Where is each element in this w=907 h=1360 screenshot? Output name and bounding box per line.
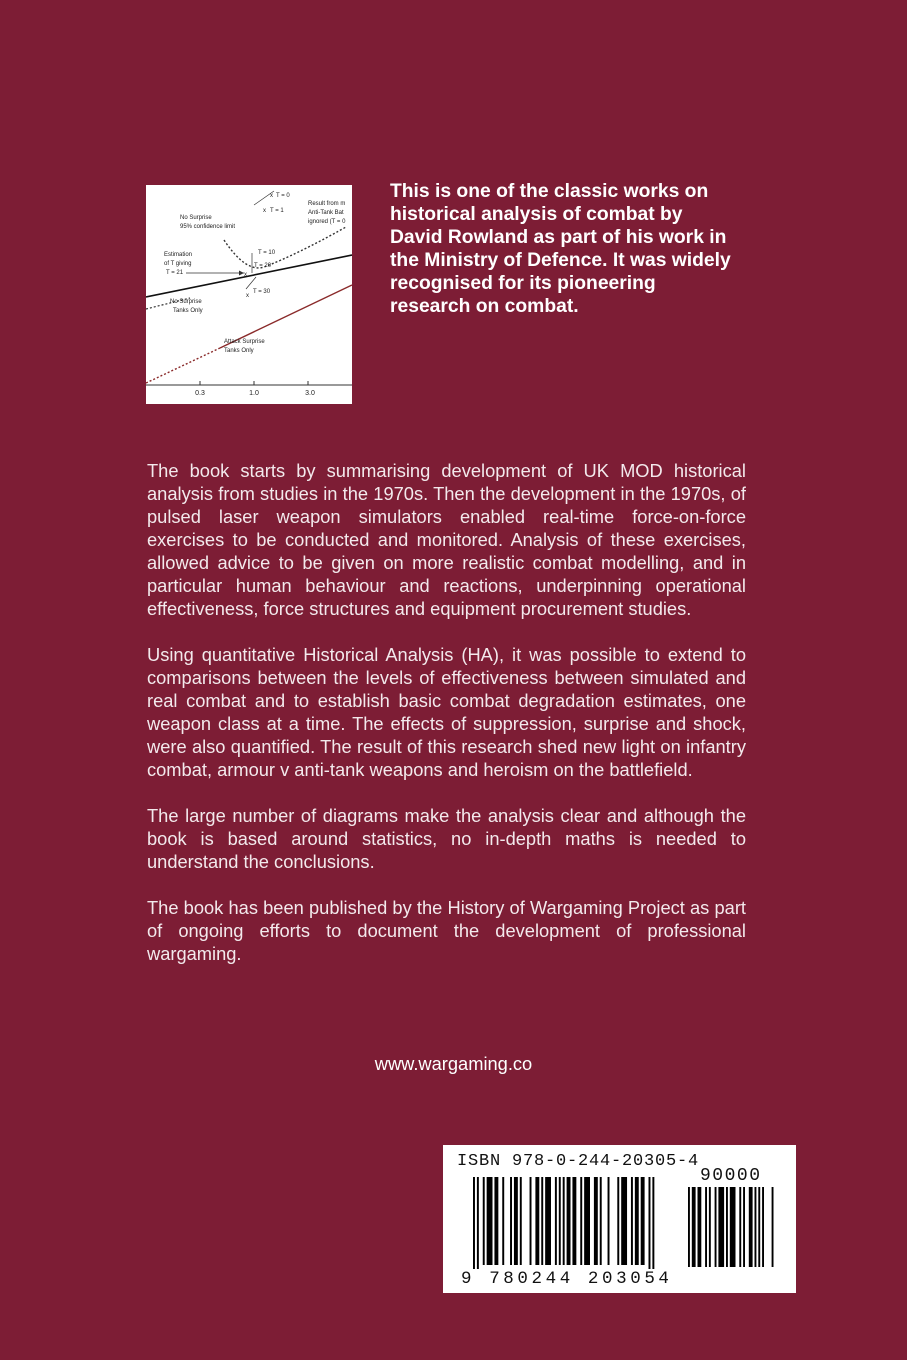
barcode-bar: [594, 1177, 598, 1265]
barcode-bar: [535, 1177, 539, 1265]
barcode-bar: [483, 1177, 485, 1265]
x-tick-label: 0.3: [195, 390, 205, 397]
paragraph: The book has been published by the History of Wargaming Project as part of ongoing efforts to document the development of professional wargaming.: [147, 897, 746, 964]
figure-graph: [146, 185, 352, 404]
barcode-bar: [739, 1187, 741, 1267]
website-url: www.wargaming.co: [374, 1053, 533, 1074]
barcode-bar: [530, 1177, 532, 1265]
label-no-surprise-tanks-line1: No Surprise: [170, 299, 202, 305]
barcode-bar: [635, 1177, 639, 1265]
label-t20: T = 20: [254, 263, 272, 269]
barcode-bar: [772, 1187, 774, 1267]
label-t0: T = 0: [276, 193, 290, 199]
barcode-box: [443, 1145, 796, 1293]
barcode-bar: [715, 1187, 717, 1267]
barcode-bar: [718, 1187, 724, 1267]
barcode-bar: [563, 1177, 565, 1265]
paragraph: The book starts by summarising development of UK MOD historical analysis from studies in the 1970s. Then the development in the 1970s, of pulsed laser weapon simulators enabled real-time force-on-force exercises to be conducted and monitored. Analysis of these exercises, allowed advice to be given on more realistic combat modelling, and in particular human behaviour and reactions, underpinning operational effectiveness, force structures and equipment procurement studies.: [147, 460, 746, 619]
barcode-bar: [567, 1177, 571, 1265]
label-estimation-line2: of T giving: [164, 261, 192, 267]
barcode-bar: [749, 1187, 753, 1267]
label-no-surprise-ci-line1: No Surprise: [180, 215, 212, 221]
addon-barcode: [688, 1187, 778, 1273]
barcode-bar: [494, 1177, 498, 1265]
confidence-limit-curve: [224, 227, 346, 268]
description: [147, 459, 746, 988]
price-code: 90000: [700, 1166, 762, 1186]
barcode-bar: [652, 1177, 654, 1271]
label-no-surprise-tanks-line2: Tanks Only: [173, 308, 203, 314]
barcode-bar: [520, 1177, 522, 1265]
isbn-label: ISBN 978-0-244-20305-4: [457, 1152, 700, 1171]
barcode-bar: [641, 1177, 645, 1265]
leader-line: [246, 277, 256, 289]
barcode-bar: [608, 1177, 610, 1265]
barcode-bar: [743, 1187, 745, 1267]
ean-barcode: [473, 1177, 678, 1277]
data-marker: x: [263, 208, 266, 214]
barcode-bar: [698, 1187, 702, 1267]
barcode-bar: [473, 1177, 475, 1271]
barcode-bar: [755, 1187, 757, 1267]
label-t1: T = 1: [270, 208, 284, 214]
barcode-bar: [572, 1177, 576, 1265]
barcode-bar: [559, 1177, 561, 1265]
label-t10: T = 10: [258, 250, 276, 256]
barcode-bar: [502, 1177, 504, 1265]
x-tick-label: 3.0: [305, 390, 315, 397]
barcode-bar: [730, 1187, 736, 1267]
x-tick-label: 1.0: [249, 390, 259, 397]
barcode-bar: [621, 1177, 627, 1265]
label-estimation-line3: T = 21: [166, 270, 184, 276]
barcode-bar: [555, 1177, 557, 1265]
data-marker: x: [246, 293, 249, 299]
barcode-bar: [649, 1177, 651, 1271]
ean-digits: 9 780244 203054: [461, 1269, 673, 1289]
barcode-bar: [545, 1177, 551, 1265]
data-marker: x: [270, 193, 273, 199]
barcode-bar: [709, 1187, 711, 1267]
label-result-line1: Result from m: [308, 201, 346, 207]
barcode-bar: [692, 1187, 696, 1267]
barcode-bar: [584, 1177, 590, 1265]
barcode-bar: [688, 1187, 690, 1267]
label-estimation-line1: Estimation: [164, 252, 193, 258]
barcode-bar: [477, 1177, 479, 1271]
barcode-bar: [762, 1187, 764, 1267]
paragraph: The large number of diagrams make the analysis clear and although the book is based around statistics, no in-depth maths is needed to understand the conclusions.: [147, 805, 746, 872]
barcode-bar: [580, 1177, 582, 1265]
barcode-bar: [514, 1177, 518, 1265]
barcode-bar: [726, 1187, 728, 1267]
label-t30: T = 30: [253, 289, 271, 295]
label-attack-surprise-line1: Attack Surprise: [224, 339, 265, 345]
barcode-bar: [600, 1177, 602, 1265]
figure-thumbnail: [146, 185, 352, 404]
barcode-bar: [705, 1187, 707, 1267]
barcode-bar: [510, 1177, 512, 1265]
label-result-line2: Anti-Tank Bat: [308, 210, 344, 216]
barcode-bar: [631, 1177, 633, 1265]
barcode-bar: [617, 1177, 619, 1265]
barcode-bar: [487, 1177, 493, 1265]
label-no-surprise-ci-line2: 95% confidence limit: [180, 224, 236, 230]
label-attack-surprise-line2: Tanks Only: [224, 348, 254, 354]
attack-surprise-extension: [146, 348, 220, 383]
data-marker: x: [244, 272, 247, 278]
paragraph: Using quantitative Historical Analysis (HA), it was possible to extend to comparisons between the levels of effectiveness between simulated and real combat and to establish basic combat degradation estimates, one weapon class at a time. The effects of suppression, surprise and shock, were also quantified. The result of this research shed new light on infantry combat, armour v anti-tank weapons and heroism on the battlefield.: [147, 644, 746, 780]
label-result-line3: ignored (T = 0: [308, 219, 346, 225]
barcode-bar: [541, 1177, 543, 1265]
barcode-bar: [758, 1187, 760, 1267]
blurb: This is one of the classic works on historical analysis of combat by David Rowland as part of his work in the Ministry of Defence. It was widely recognised for its pioneering research on combat.: [390, 181, 731, 317]
